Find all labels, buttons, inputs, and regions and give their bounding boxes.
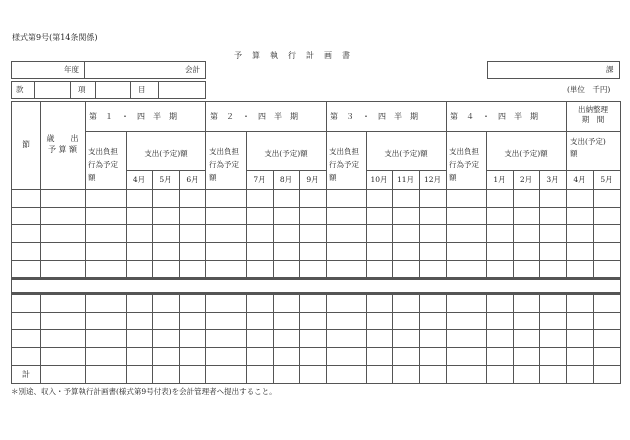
grid-line xyxy=(85,294,86,383)
month-jun: 6月 xyxy=(186,174,199,184)
grid-line xyxy=(299,294,300,383)
grid-line xyxy=(11,260,621,261)
document-title: 予 算 執 行 計 画 書 xyxy=(234,51,351,60)
submission-note: ＊別途、収入・予算執行計画書(様式第9号付表)を会計管理者へ提出すること。 xyxy=(11,387,277,396)
q1-commitment-line2: 行為予定 xyxy=(88,160,118,170)
grid-line xyxy=(11,347,621,348)
setsu-label: 節 xyxy=(22,139,30,149)
grid-line xyxy=(40,294,41,383)
closing-expense-line2: 額 xyxy=(570,149,578,158)
q3-commitment-label xyxy=(329,145,367,184)
grid-line xyxy=(246,294,247,383)
unit-label: (単位 千円) xyxy=(567,85,611,94)
grid-line xyxy=(326,294,327,383)
closing-title-line2: 期 間 xyxy=(581,115,605,124)
q4-expense-label: 支出(予定)額 xyxy=(504,148,548,158)
month-apr: 4月 xyxy=(132,174,146,184)
grid-line xyxy=(566,294,567,383)
fiscal-year-label: 年度 xyxy=(64,65,79,74)
section-label: 課 xyxy=(606,65,614,74)
grid-line xyxy=(273,294,274,383)
closing-expense-line1: 支出(予定) xyxy=(570,137,606,146)
kou-label: 項 xyxy=(78,85,86,94)
q3-commitment-line3: 額 xyxy=(329,173,337,183)
grid-line xyxy=(419,294,420,383)
moku-label: 目 xyxy=(138,85,146,94)
month-mar: 3月 xyxy=(546,174,559,184)
grid-line xyxy=(486,294,487,383)
kan-label: 款 xyxy=(16,85,24,94)
closing-month-apr: 4月 xyxy=(573,174,586,184)
q4-commitment-label xyxy=(449,145,487,184)
month-nov: 11月 xyxy=(396,174,415,184)
budget-amount-label xyxy=(40,125,85,165)
q3-commitment-line2: 行為予定 xyxy=(329,160,359,170)
grid-line xyxy=(126,294,127,383)
table-border xyxy=(11,383,621,384)
closing-period-title xyxy=(566,102,620,128)
q1-commitment-label xyxy=(88,145,126,184)
month-dec: 12月 xyxy=(423,174,442,184)
grid-line xyxy=(11,329,621,330)
q1-commitment-line3: 額 xyxy=(88,173,96,183)
q2-commitment-line2: 行為予定 xyxy=(209,160,239,170)
q4-commitment-line3: 額 xyxy=(449,173,457,183)
closing-expense-label xyxy=(570,136,620,160)
q1-commitment-line1: 支出負担 xyxy=(88,147,118,156)
thick-separator xyxy=(11,292,621,295)
month-feb: 2月 xyxy=(519,174,533,184)
quarter-4-title: 第 ４ ・ 四 半 期 xyxy=(450,112,538,121)
grid-line xyxy=(593,294,594,383)
budget-label-line2: 予 算 額 xyxy=(47,145,78,154)
month-sep: 9月 xyxy=(306,174,319,184)
grid-line xyxy=(392,294,393,383)
month-oct: 10月 xyxy=(370,174,388,184)
form-number-label: 様式第9号(第14条関係) xyxy=(12,33,98,42)
month-aug: 8月 xyxy=(279,174,293,184)
quarter-1-title: 第 １ ・ 四 半 期 xyxy=(89,112,177,121)
total-label: 計 xyxy=(22,370,30,379)
quarter-2-title: 第 ２ ・ 四 半 期 xyxy=(210,112,298,121)
grid-line xyxy=(11,224,621,225)
grid-line xyxy=(11,207,621,208)
grid-line xyxy=(11,365,621,366)
month-may: 5月 xyxy=(159,174,172,184)
thick-separator xyxy=(11,277,621,280)
grid-line xyxy=(152,294,153,383)
grid-line xyxy=(11,312,621,313)
q2-commitment-line1: 支出負担 xyxy=(209,147,239,156)
grid-line xyxy=(11,189,621,190)
accounting-label: 会計 xyxy=(185,65,200,74)
grid-line xyxy=(85,131,566,132)
budget-label-line1: 歳 出 xyxy=(46,134,79,144)
grid-line xyxy=(513,294,514,383)
month-jan: 1月 xyxy=(493,174,506,184)
q4-commitment-line1: 支出負担 xyxy=(449,147,479,156)
q2-commitment-label xyxy=(209,145,247,184)
grid-line xyxy=(205,294,206,383)
grid-line xyxy=(539,294,540,383)
q3-commitment-line1: 支出負担 xyxy=(329,147,359,156)
grid-line xyxy=(446,294,447,383)
q2-expense-label: 支出(予定)額 xyxy=(264,148,308,158)
month-jul: 7月 xyxy=(253,174,266,184)
q1-expense-label: 支出(予定)額 xyxy=(144,148,188,158)
grid-line xyxy=(566,131,620,132)
q3-expense-label: 支出(予定)額 xyxy=(384,148,428,158)
q4-commitment-line2: 行為予定 xyxy=(449,160,479,170)
grid-line xyxy=(179,294,180,383)
table-border xyxy=(11,101,621,102)
grid-line xyxy=(11,242,621,243)
grid-line xyxy=(366,294,367,383)
quarter-3-title: 第 ３ ・ 四 半 期 xyxy=(330,112,418,121)
closing-month-may: 5月 xyxy=(600,174,613,184)
closing-title-line1: 出納整理 xyxy=(578,104,608,114)
q2-commitment-line3: 額 xyxy=(209,173,217,183)
